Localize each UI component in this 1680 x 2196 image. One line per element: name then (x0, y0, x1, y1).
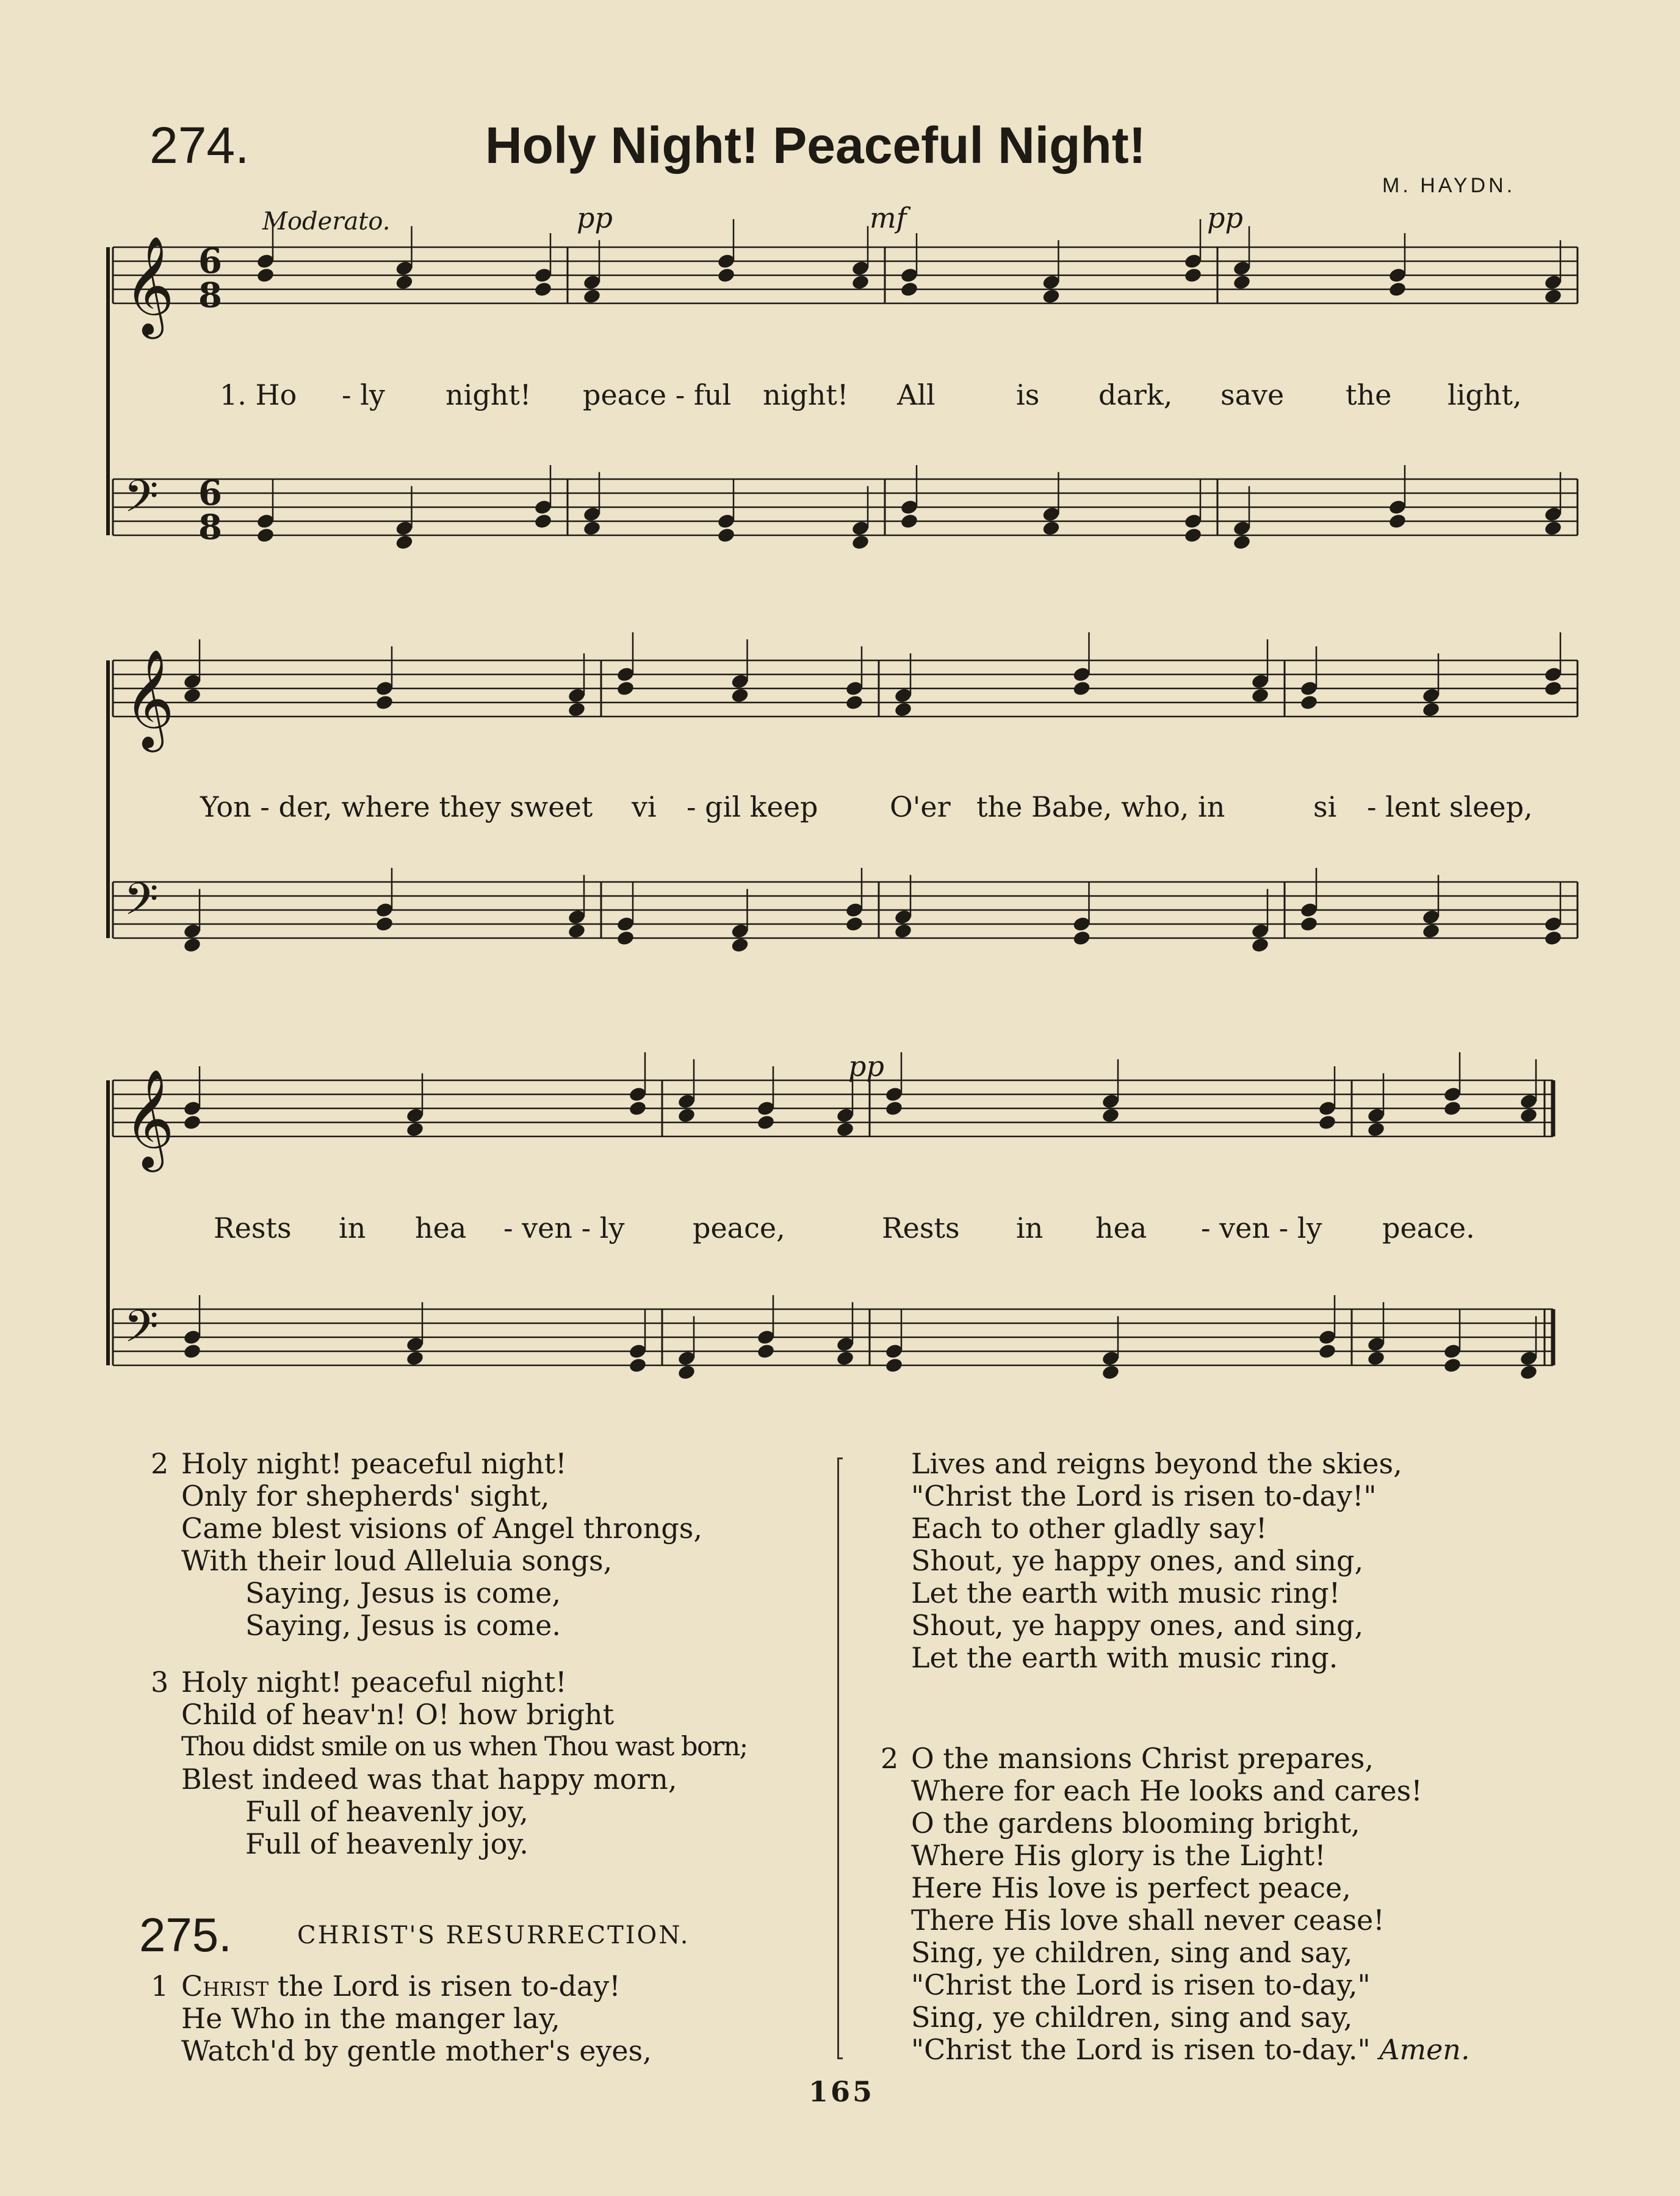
verse-line: Watch'd by gentle mother's eyes, (181, 2034, 652, 2067)
lyric-syllable: hea (415, 1212, 467, 1244)
verse-last-line: "Christ the Lord is risen to-day." (911, 2033, 1371, 2066)
lyric-syllable: peace - ful (583, 378, 732, 411)
lyric-syllable: dark, (1098, 378, 1173, 411)
verse-line: "Christ the Lord is risen to-day!" (911, 1479, 1377, 1512)
verse-line: Shout, ye happy ones, and sing, (911, 1544, 1364, 1577)
note-head (405, 1121, 424, 1138)
verse-line: There His love shall never cease! (911, 1904, 1385, 1937)
note-head (1101, 1364, 1120, 1381)
lyric-syllable: save (1220, 378, 1285, 411)
bass-clef-icon: 𝄢 (124, 470, 159, 533)
page-number: 165 (809, 2075, 875, 2108)
verse-line: Saying, Jesus is come, (245, 1577, 561, 1609)
verse-block-2 (151, 1447, 703, 1642)
verse-block-275-1-cont (911, 1448, 1402, 1674)
lyric-syllable: - gil keep (687, 790, 818, 823)
note-head (182, 1114, 201, 1131)
time-signature-bottom: 8 (198, 507, 222, 547)
verse-line: Let the earth with music ring! (911, 1577, 1341, 1609)
verse-line: Thou didst smile on us when Thou wast born; (181, 1732, 748, 1762)
treble-clef-icon: 𝄞 (124, 649, 175, 748)
verse-line (911, 2034, 1470, 2066)
note-head (756, 1114, 775, 1131)
lyric-syllable: Rests (214, 1212, 292, 1244)
verse-first-rest: the Lord is risen to-day! (269, 1970, 621, 2003)
lyric-syllable: peace. (1382, 1212, 1475, 1244)
hymn-title: Holy Night! Peaceful Night! (485, 117, 1146, 174)
note-head (628, 1100, 647, 1117)
verse-line: Full of heavenly joy. (245, 1827, 528, 1860)
treble-clef-icon: 𝄞 (124, 236, 175, 335)
lyric-syllable: - ven - ly (503, 1212, 625, 1244)
lyric-syllable: hea (1095, 1212, 1147, 1244)
verse-block-275-2 (881, 1742, 1470, 2066)
note-head (677, 1107, 696, 1124)
note-head (405, 1350, 424, 1367)
note-head (677, 1364, 696, 1381)
verse-line: Shout, ye happy ones, and sing, (911, 1609, 1364, 1642)
lyric-syllable: vi (632, 790, 657, 823)
verse-line (181, 1970, 652, 2003)
verse-line: Came blest visions of Angel throngs, (181, 1512, 703, 1545)
note-head (1443, 1357, 1462, 1374)
verse-line: Let the earth with music ring. (911, 1641, 1338, 1674)
composer-credit: M. HAYDN. (1382, 174, 1516, 197)
note-head (756, 1343, 775, 1360)
note-head (884, 1357, 903, 1374)
verse-line: With their loud Alleluia songs, (181, 1544, 613, 1577)
dynamic-pp-3: pp (848, 1050, 884, 1083)
verse-first-word: Christ (181, 1970, 269, 2003)
verse-line: Only for shepherds' sight, (181, 1479, 550, 1512)
verse-number: 1 (151, 1970, 169, 2003)
verse-line: Holy night! peaceful night! (181, 1447, 567, 1480)
lyric-syllable: Yon - der, where they sweet (200, 790, 593, 823)
verse-line: "Christ the Lord is risen to-day," (911, 1968, 1371, 2001)
bass-clef-icon: 𝄢 (124, 873, 159, 936)
dynamic-pp-2: pp (1207, 201, 1243, 234)
verse-line: Full of heavenly joy, (245, 1795, 528, 1828)
verse-line: Blest indeed was that happy morn, (181, 1763, 677, 1796)
lyric-syllable: night! (763, 378, 849, 411)
lyric-syllable: All (897, 378, 936, 411)
verse-line: Where His glory is the Light! (911, 1839, 1326, 1872)
lyric-syllable: - lent sleep, (1367, 790, 1533, 823)
hymn-number: 274. (150, 117, 250, 174)
verse-line: Holy night! peaceful night! (181, 1666, 567, 1699)
bass-clef-icon: 𝄢 (124, 1300, 159, 1363)
verse-line: Sing, ye children, sing and say, (911, 1936, 1353, 1969)
note-head (1318, 1114, 1336, 1131)
note-head (1519, 1107, 1538, 1124)
dynamic-mf: mf (870, 201, 907, 234)
verse-line: Here His love is perfect peace, (911, 1871, 1351, 1904)
note-head (1318, 1343, 1336, 1360)
time-signature-bottom: 8 (198, 275, 222, 316)
dynamic-pp-1: pp (577, 201, 613, 234)
note-head (182, 1343, 201, 1360)
note-head (1101, 1107, 1120, 1124)
lyric-syllable: the Babe, who, in (976, 790, 1225, 823)
verse-block-3 (151, 1666, 748, 1860)
verse-line: O the mansions Christ prepares, (911, 1742, 1374, 1775)
verse-line: Child of heav'n! O! how bright (181, 1698, 615, 1731)
lyric-syllable: si (1313, 790, 1337, 823)
treble-clef-icon: 𝄞 (124, 1069, 175, 1168)
note-head (1366, 1350, 1385, 1367)
lyric-syllable: - ven - ly (1201, 1212, 1322, 1244)
lyric-syllable: light, (1447, 378, 1522, 411)
lyric-syllable: 1. Ho (220, 378, 297, 411)
verse-line: He Who in the manger lay, (181, 2002, 560, 2035)
tempo-marking: Moderato. (262, 208, 391, 236)
lyric-syllable: is (1016, 378, 1040, 411)
hymn-275-title: CHRIST'S RESURRECTION. (297, 1921, 690, 1949)
verse-line: Each to other gladly say! (911, 1512, 1267, 1545)
note-head (835, 1350, 854, 1367)
time-signature-top: 6 (198, 473, 222, 513)
note-head (884, 1100, 903, 1117)
lyric-syllable: in (339, 1212, 366, 1244)
verse-line: Sing, ye children, sing and say, (911, 2001, 1353, 2034)
verse-block-275-1 (151, 1970, 652, 2067)
verse-line: O the gardens blooming bright, (911, 1807, 1360, 1840)
hymn-275-number: 275. (139, 1908, 232, 1962)
lyric-syllable: Rests (882, 1212, 960, 1244)
note-head (1519, 1364, 1538, 1381)
note-head (1443, 1100, 1462, 1117)
note-head (835, 1121, 854, 1138)
verse-number: 2 (151, 1447, 169, 1480)
verse-line: Saying, Jesus is come. (245, 1609, 561, 1642)
lyric-syllable: night! (445, 378, 532, 411)
verse-number: 2 (881, 1742, 899, 1775)
note-head (628, 1357, 647, 1374)
verse-line: Lives and reigns beyond the skies, (911, 1447, 1402, 1480)
lyric-syllable: O'er (890, 790, 951, 823)
time-signature-top: 6 (198, 241, 222, 281)
lyric-syllable: in (1016, 1212, 1044, 1244)
column-bracket (837, 1457, 843, 2059)
amen-text: Amen. (1379, 2033, 1470, 2066)
verse-line: Where for each He looks and cares! (911, 1774, 1422, 1807)
verse-number: 3 (151, 1666, 169, 1699)
lyric-syllable: peace, (693, 1212, 785, 1244)
lyric-syllable: - ly (342, 378, 385, 411)
lyric-syllable: the (1346, 378, 1392, 411)
note-head (1366, 1121, 1385, 1138)
